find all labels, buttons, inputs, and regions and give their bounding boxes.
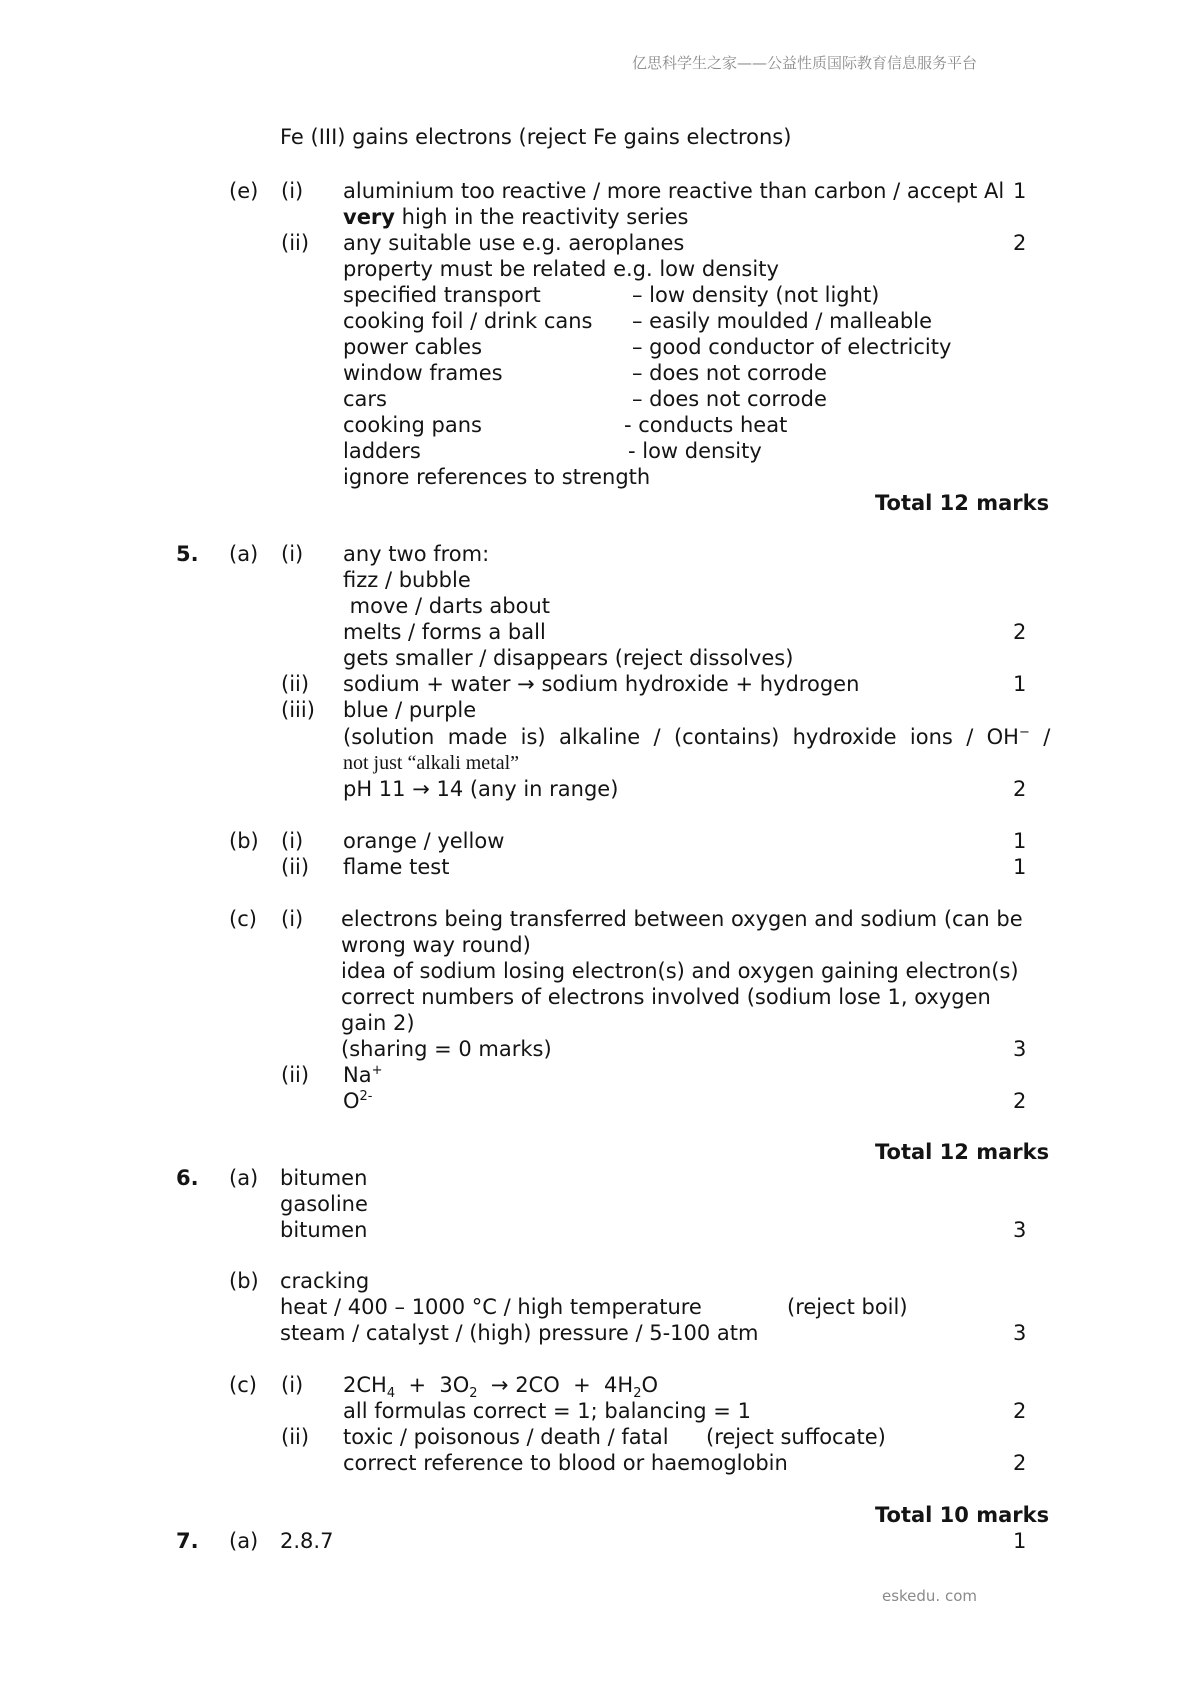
use-item: power cables: [343, 335, 483, 359]
part-label: (e): [229, 179, 259, 203]
ion-symbol: O: [343, 1089, 360, 1113]
mark: 2: [1013, 620, 1027, 644]
mark: 2: [1013, 1451, 1027, 1475]
answer-line: electrons being transferred between oxygen and sodium (can be: [341, 907, 1023, 931]
total-marks: Total 12 marks: [875, 1140, 1050, 1164]
question-number: 5.: [176, 542, 199, 566]
answer-line: wrong way round): [341, 933, 531, 957]
answer-line: flame test: [343, 855, 450, 879]
sub-label: (i): [281, 1373, 304, 1397]
superscript: +: [371, 1063, 383, 1078]
answer-line: sodium + water → sodium hydroxide + hydrogen: [343, 672, 860, 696]
answer-line: any suitable use e.g. aeroplanes: [343, 231, 685, 255]
superscript: −: [1018, 725, 1030, 740]
fe-line: Fe (III) gains electrons (reject Fe gains electrons): [280, 125, 792, 149]
answer-text: /: [1029, 725, 1051, 749]
chemical-equation: [343, 1372, 659, 1402]
formula: 2CH: [343, 1373, 387, 1397]
answer-line: gasoline: [280, 1192, 368, 1216]
answer-line: orange / yellow: [343, 829, 505, 853]
use-item: cooking foil / drink cans: [343, 309, 593, 333]
formula: → 2CO + 4H: [477, 1373, 634, 1397]
answer-line: not just “alkali metal”: [343, 752, 520, 774]
answer-line: all formulas correct = 1; balancing = 1: [343, 1399, 751, 1423]
sub-label: (ii): [281, 672, 310, 696]
answer-line: [343, 1062, 382, 1088]
answer-line: property must be related e.g. low density: [343, 257, 779, 281]
sub-label: (i): [281, 179, 304, 203]
answer-line: aluminium too reactive / more reactive than carbon / accept Al: [343, 179, 1005, 203]
part-label: (b): [229, 1269, 259, 1293]
mark: 2: [1013, 231, 1027, 255]
mark: 1: [1013, 829, 1027, 853]
answer-line: cracking: [280, 1269, 370, 1293]
header-site: 亿思科学生之家——公益性质国际教育信息服务平台: [631, 54, 977, 72]
use-item: cooking pans: [343, 413, 483, 437]
answer-line: steam / catalyst / (high) pressure / 5-100 atm: [280, 1321, 759, 1345]
superscript: 2-: [359, 1089, 373, 1104]
answer-line: melts / forms a ball: [343, 620, 546, 644]
ion-symbol: Na: [343, 1063, 372, 1087]
answer-line: toxic / poisonous / death / fatal: [343, 1425, 669, 1449]
property-item: - low density: [628, 439, 762, 463]
mark: 2: [1013, 777, 1027, 801]
part-label: (c): [229, 907, 257, 931]
part-label: (a): [229, 1166, 259, 1190]
total-marks: Total 10 marks: [875, 1503, 1050, 1527]
answer-line: ignore references to strength: [343, 465, 651, 489]
property-item: – easily moulded / malleable: [632, 309, 932, 333]
answer-line: gets smaller / disappears (reject dissolves): [343, 646, 794, 670]
part-label: (a): [229, 1529, 259, 1553]
answer-line: any two from:: [343, 542, 490, 566]
answer-line: correct numbers of electrons involved (sodium lose 1, oxygen: [341, 985, 991, 1009]
answer-line: heat / 400 – 1000 °C / high temperature: [280, 1295, 702, 1319]
footer-site: eskedu. com: [881, 1587, 977, 1605]
answer-line: gain 2): [341, 1011, 415, 1035]
answer-text: (solution made is) alkaline / (contains) hydroxide ions / OH: [343, 725, 1019, 749]
sub-label: (ii): [281, 855, 310, 879]
mark: 3: [1013, 1321, 1027, 1345]
sub-label: (ii): [281, 1425, 310, 1449]
mark: 3: [1013, 1037, 1027, 1061]
reject-note: (reject suffocate): [706, 1425, 886, 1449]
formula: + 3O: [395, 1373, 470, 1397]
answer-text: high in the reactivity series: [394, 205, 689, 229]
use-item: cars: [343, 387, 387, 411]
formula: O: [641, 1373, 659, 1397]
mark: 1: [1013, 672, 1027, 696]
answer-line: [343, 724, 1050, 750]
mark: 1: [1013, 179, 1027, 203]
sub-label: (ii): [281, 1063, 310, 1087]
answer-line: idea of sodium losing electron(s) and oxygen gaining electron(s): [341, 959, 1019, 983]
use-item: window frames: [343, 361, 503, 385]
sub-label: (iii): [281, 698, 315, 722]
mark: 2: [1013, 1089, 1027, 1113]
property-item: – does not corrode: [632, 361, 827, 385]
property-item: – good conductor of electricity: [632, 335, 952, 359]
sub-label: (i): [281, 829, 304, 853]
answer-line: correct reference to blood or haemoglobin: [343, 1451, 788, 1475]
sub-label: (i): [281, 542, 304, 566]
answer-line: 2.8.7: [280, 1529, 334, 1553]
mark: 1: [1013, 855, 1027, 879]
answer-line: blue / purple: [343, 698, 477, 722]
answer-line: fizz / bubble: [343, 568, 471, 592]
mark: 1: [1013, 1529, 1027, 1553]
answer-line: bitumen: [280, 1166, 368, 1190]
answer-line: [343, 204, 688, 230]
reject-note: (reject boil): [787, 1295, 908, 1319]
question-number: 6.: [176, 1166, 199, 1190]
property-item: - conducts heat: [624, 413, 788, 437]
total-marks: Total 12 marks: [875, 491, 1050, 515]
property-item: – low density (not light): [632, 283, 880, 307]
answer-line: bitumen: [280, 1218, 368, 1242]
answer-line: pH 11 → 14 (any in range): [343, 777, 619, 801]
subscript: 2: [469, 1386, 478, 1402]
use-item: ladders: [343, 439, 421, 463]
answer-line: (sharing = 0 marks): [341, 1037, 552, 1061]
use-item: specified transport: [343, 283, 541, 307]
property-item: – does not corrode: [632, 387, 827, 411]
emphasis: very: [343, 205, 395, 229]
subscript: 2: [633, 1386, 642, 1402]
part-label: (c): [229, 1373, 257, 1397]
subscript: 4: [386, 1386, 396, 1402]
answer-line: [343, 1088, 373, 1114]
mark: 2: [1013, 1399, 1027, 1423]
part-label: (a): [229, 542, 259, 566]
mark: 3: [1013, 1218, 1027, 1242]
answer-line: move / darts about: [343, 594, 551, 618]
part-label: (b): [229, 829, 259, 853]
sub-label: (i): [281, 907, 304, 931]
question-number: 7.: [176, 1529, 199, 1553]
sub-label: (ii): [281, 231, 310, 255]
